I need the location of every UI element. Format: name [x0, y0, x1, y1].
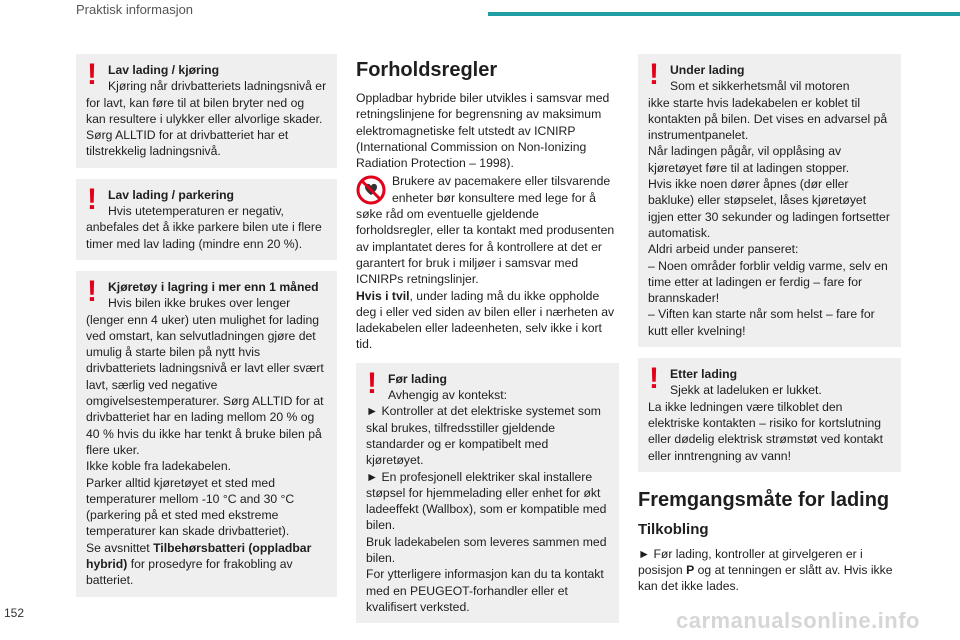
column-left: [76, 54, 337, 608]
warning-first-line: Hvis bilen ikke brukes over lenger: [108, 296, 291, 311]
warning-icon: !: [87, 274, 97, 308]
pacemaker-paragraph: [356, 173, 619, 287]
running-header: Praktisk informasjon: [76, 2, 194, 17]
step-text: og at tenningen er slått av. Hvis ikke kan det ikke lades.: [638, 563, 893, 594]
gear-position: P: [686, 563, 695, 578]
section-heading: Fremgangsmåte for lading: [638, 488, 890, 511]
doubt-text: , under lading må du ikke oppholde deg i eller ved siden av bilen eller i nærheten av ladekabelen eller ladeenheten, selv ikke i kort tid.: [356, 288, 615, 352]
pacemaker-text: Brukere av pacemakere eller tilsvarende enheter bør konsultere med lege for å søke råd om eventuelle gjeldende forholdsregler, eller ta kontakt med produsenten av implantatet deres for å kontrollere at det er garantert for bruk i miljøer i samsvar med ICNIRPs retningslinjer.: [356, 174, 615, 287]
warning-text: La ikke ledningen være tilkoblet den elektriske kontakten – risiko for kortslutning eller dødelig elektrisk strømstøt ved kontakt eller inntrengning av vann!: [648, 399, 884, 463]
column-right: [638, 54, 901, 595]
warning-first-line: Avhengig av kontekst:: [388, 388, 508, 403]
warning-first-line: Som et sikkerhetsmål vil motoren: [670, 79, 850, 94]
warning-icon: !: [649, 58, 659, 91]
warning-box-storage: [76, 271, 337, 597]
warning-text: ikke starte hvis ladekabelen er koblet til kontakten på bilen. Det vises en advarsel på instrumentpanelet.: [648, 95, 888, 143]
warning-icon: !: [87, 182, 97, 216]
step-text: ► Før lading, kontroller at girvelgeren er i posisjon: [638, 546, 863, 578]
page-number: 152: [4, 606, 25, 620]
warning-text: [86, 540, 327, 589]
warning-title: Etter lading: [670, 367, 738, 382]
no-pacemaker-icon: [356, 175, 386, 205]
warning-title: Under lading: [670, 63, 745, 77]
header-accent-bar: [488, 12, 960, 16]
warning-text: Ikke koble fra ladekabelen.: [86, 459, 231, 474]
step-paragraph: [638, 546, 901, 595]
warning-text: Parker alltid kjøretøyet et sted med temperaturer mellom -10 °C and 30 °C (parkering på et sted med ekstreme temperaturer kan skade drivbatteriet).: [86, 475, 295, 539]
warning-title: Før lading: [388, 371, 447, 386]
warning-text: (lenger enn 4 uker) uten mulighet for lading ved omstart, kan selvutladningen gjøre det umulig å starte bilen på nytt hvis drivbatteriets ladningsnivå er lavt eller svært lavt, særlig ved negative omgivelsestemperaturer. Sørg ALLTID for at drivbatteriet har en lading mellom 20 % og 40 % hvis du ikke har tenkt å bruke bilen på flere uker.: [86, 312, 324, 457]
warning-box-during-charging: [638, 54, 901, 347]
doubt-paragraph: [356, 288, 619, 353]
warning-text: ► En profesjonell elektriker skal installere støpsel for hjemmelading eller enhet for økt ladeeffekt (Wallbox), som er kompatible med bilen.: [366, 469, 607, 533]
subsection-heading: Tilkobling: [638, 520, 709, 538]
column-middle: [356, 58, 619, 634]
warning-first-line: Kjøring når drivbatteriets ladningsnivå er: [108, 79, 327, 94]
warning-first-line: Hvis utetemperaturen er negativ,: [108, 204, 284, 219]
warning-box-before-charging: [356, 363, 619, 623]
warning-first-line: Sjekk at ladeluken er lukket.: [670, 383, 822, 398]
warning-box-low-charge-driving: [76, 54, 337, 168]
warning-text: Når ladingen pågår, vil opplåsing av kjøretøyet føre til at ladingen stopper.: [648, 144, 850, 175]
warning-text: Hvis ikke noen dører åpnes (dør eller bakluke) eller støpselet, låses kjøretøyet igjen etter 30 sekunder og ladingen fortsetter automatisk.: [648, 177, 890, 240]
warning-text: – Noen områder forblir veldig varme, selv en time etter at ladingen er ferdig – fare for brannskader!: [648, 258, 888, 306]
warning-title: Lav lading / parkering: [108, 187, 234, 202]
doubt-label: Hvis i tvil: [356, 288, 410, 303]
warning-box-after-charging: [638, 358, 901, 472]
cross-reference: Tilbehørsbatteri (oppladbar hybrid): [86, 540, 312, 572]
watermark: carmanualsonline.info: [676, 608, 920, 633]
warning-text: for lavt, kan føre til at bilen bryter ned og kan resultere i ulykker eller alvorlige skader. Sørg ALLTID for at drivbatteriet har et tilstrekkelig ladningsnivå.: [86, 95, 323, 159]
warning-icon: !: [87, 58, 97, 91]
warning-text: For ytterligere informasjon kan du ta kontakt med en PEUGEOT-forhandler eller et kvalifisert verksted.: [366, 567, 604, 614]
warning-icon: !: [367, 366, 377, 400]
warning-title: Kjøretøy i lagring i mer enn 1 måned: [108, 279, 319, 294]
warning-text: Aldri arbeid under panseret:: [648, 242, 799, 257]
section-heading: Forholdsregler: [356, 59, 498, 81]
warning-box-low-charge-parking: [76, 179, 337, 260]
warning-title: Lav lading / kjøring: [108, 63, 220, 77]
warning-text: – Viften kan starte når som helst – fare for kutt eller kvelning!: [648, 307, 875, 338]
warning-text: anbefales det å ikke parkere bilen ute i flere timer med lav lading (mindre enn 20 %).: [86, 220, 322, 251]
warning-icon: !: [649, 362, 659, 396]
warning-text: Bruk ladekabelen som leveres sammen med bilen.: [366, 534, 607, 566]
intro-paragraph: Oppladbar hybride biler utvikles i samsvar med retningslinjene for begrensning av maksimum elektromagnetiske felt utstedt av ICNIRP (International Commission on Non-Ionizing Radiation Protection – 1998).: [356, 91, 610, 171]
text-span: Se avsnittet: [86, 540, 154, 555]
warning-text: ► Kontroller at det elektriske systemet som skal brukes, tilfredsstiller gjeldende standarder og er kompatibelt med kjøretøyet.: [366, 404, 601, 468]
text-span: for prosedyre for frakobling av batteriet.: [86, 557, 293, 588]
